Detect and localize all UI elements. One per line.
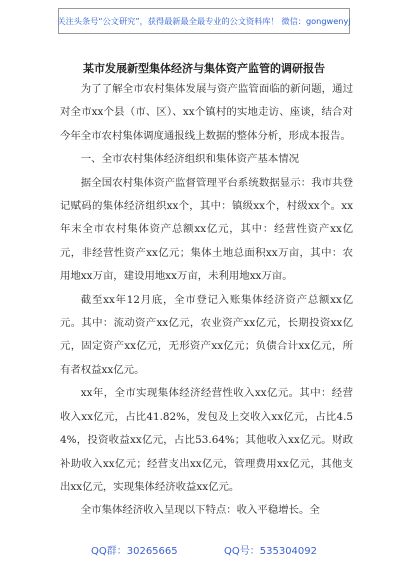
body-paragraph: 全市集体经济收入呈现以下特点：收入平稳增长。全	[80, 504, 320, 517]
intro-paragraph: 为了了解全市农村集体发展与资产监管面临的新问题，通过对全市xx个县（市、区）、xx个镇村的实地走访、座谈，结合对今年全市农村集体调度通报线上数据的整体分析，形成本报告。	[60, 83, 353, 142]
qq-group: QQ群：30265665	[90, 546, 178, 557]
document-title: 某市发展新型集体经济与集体资产监管的调研报告	[83, 62, 325, 75]
document-body	[60, 78, 353, 523]
footer-contact	[0, 542, 408, 557]
body-paragraph: 据全国农村集体资产监督管理平台系统数据显示：我市共登记赋码的集体经济组织xx个，其中：镇级xx个，村级xx个。xx年末全市农村集体资产总额xx亿元，其中：经营性资产xx亿元，非经营性资产xx亿元；集体土地总面积xx万亩，其中：农用地xx万亩，建设用地xx万亩，未利用地xx万亩。	[60, 176, 353, 283]
body-paragraph: 截至xx年12月底，全市登记入账集体经济资产总额xx亿元。其中：流动资产xx亿元，农业资产xx亿元，长期投资xx亿元，固定资产xx亿元，无形资产xx亿元；负债合计xx亿元，所有者权益xx亿元。	[60, 293, 353, 376]
qq-number: QQ号：535304092	[224, 546, 318, 557]
section-heading: 一、全市农村集体经济组织和集体资产基本情况	[80, 153, 299, 166]
header-banner	[58, 8, 350, 34]
banner-text: 关注头条号“公文研究”，获得最新最全最专业的公文资料库！ 微信：gongwenyj	[57, 15, 351, 26]
body-paragraph: xx年，全市实现集体经济经营性收入xx亿元。其中：经营收入xx亿元，占比41.82%，发包及上交收入xx亿元，占比4.54%，投资收益xx亿元，占比53.64%；其他收入xx亿元。财政补助收入xx亿元；经营支出xx亿元，管理费用xx亿元，其他支出xx亿元，实现集体经济收益xx亿元。	[60, 387, 353, 493]
